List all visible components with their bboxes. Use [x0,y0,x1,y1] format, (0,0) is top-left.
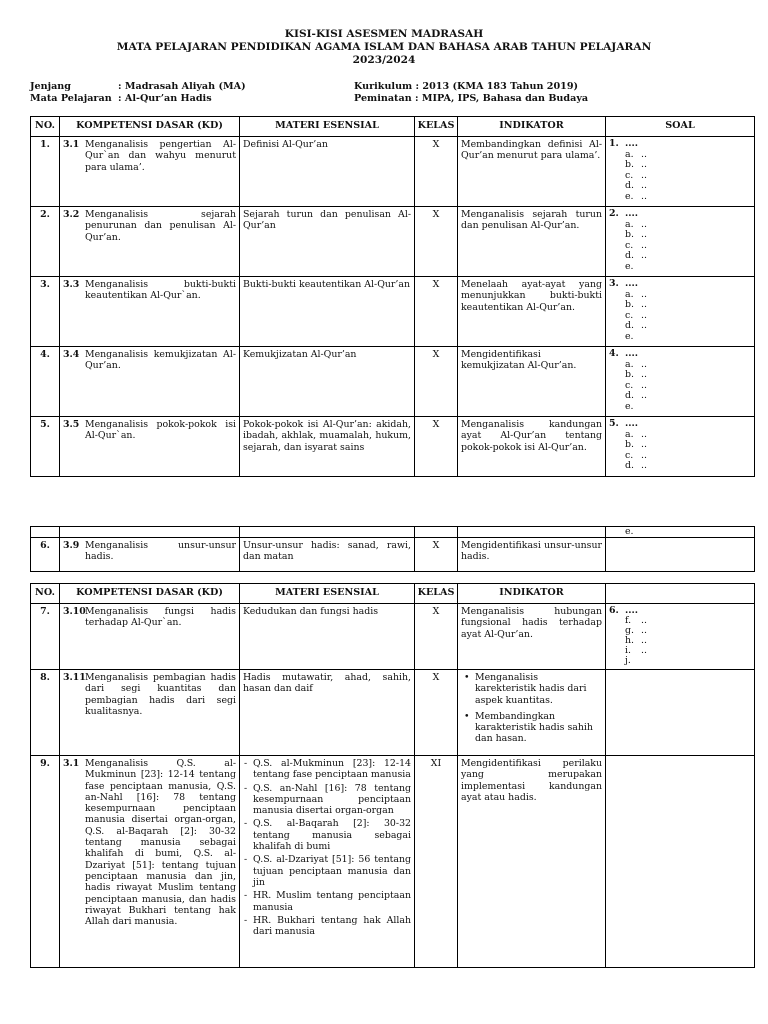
row-number: 6. [31,538,60,572]
kd-number: 3.2 [63,209,80,220]
mapel-label: Mata Pelajaran [30,93,112,104]
kelas-cell: XI [415,756,458,968]
soal-cell [606,756,755,968]
option-text: .. [641,320,647,332]
table-row [31,527,755,538]
table-row [31,137,755,207]
option-letter: a. [625,428,634,440]
option-letter: d. [625,320,634,332]
option-text: .. [641,148,647,160]
soal-cell [606,277,755,347]
col-header-kelas: KELAS [415,584,458,604]
option-text: .. [641,239,647,251]
kd-number: 3.10 [63,606,86,617]
option-letter: e. [625,330,634,342]
document-title: KISI-KISI ASESMEN MADRASAH [284,28,484,40]
option-letter: b. [625,229,634,241]
col-header-kd: KOMPETENSI DASAR (KD) [60,117,240,137]
question-number: 5. [609,418,619,429]
kd-number: 3.1 [63,139,80,150]
col-header-indikator: INDIKATOR [458,117,606,137]
kd-cell [60,670,240,756]
table-row [31,347,755,417]
option-letter: e. [625,526,634,537]
materi-cell: Hadis mutawatir, ahad, sahih, hasan dan daif [240,670,415,756]
question-number: 1. [609,138,619,149]
col-header-kd: KOMPETENSI DASAR (KD) [60,584,240,604]
option-text: .. [641,358,647,370]
row-number: 2. [31,207,60,277]
kisi-table-1 [30,116,755,477]
kd-cell [60,207,240,277]
option-text: .. [641,390,647,402]
option-text: .. [641,449,647,461]
option-text: .. [641,159,647,171]
kd-text: Menganalisis Q.S. al-Mukminun [23]: 12-14 tentang fase penciptaan manusia, Q.S. an-Nahl [16]: 78 tentang kesempurnaan penciptaan manusia disertai organ-organ, Q.S. al-Baqarah [2]: 30-32 tentang manusia sebagai khalifah di bumi, Q.S. al-Dzariyat [51]: tentang tujuan penciptaan manusia dan jin, hadis riwayat Muslim tentang penciptaan manusia, dan hadis riwayat Bukhari tentang hak Allah dari manusia. [85,758,236,928]
kelas-cell: X [415,538,458,572]
table-row [31,670,755,756]
materi-cell: Kedudukan dan fungsi hadis [240,604,415,670]
kisi-table-2 [30,583,755,968]
kd-number: 3.3 [63,279,80,290]
materi-cell: Kemukjizatan Al-Qur’an [240,347,415,417]
option-text: .. [641,190,647,202]
table-header-row [31,117,755,137]
option-text: .. [641,309,647,321]
question-text: .... [625,605,639,616]
option-letter: a. [625,288,634,300]
kd-number: 3.11 [63,672,86,683]
table-row [31,277,755,347]
kelas-cell: X [415,207,458,277]
col-header-no: NO. [31,584,60,604]
document-year: 2023/2024 [352,54,416,66]
row-number: 3. [31,277,60,347]
document-subtitle: MATA PELAJARAN PENDIDIKAN AGAMA ISLAM DAN BAHASA ARAB TAHUN PELAJARAN [116,41,652,53]
kd-text: Menganalisis pengertian Al-Qur`an dan wahyu menurut para ulama’. [85,139,236,173]
option-text: .. [641,229,647,241]
jenjang-label: Jenjang [30,81,71,92]
kd-text: Menganalisis pembagian hadis dari segi kuantitas dan pembagian hadis dari segi kualitasnya. [85,672,236,717]
materi-cell [240,756,415,968]
kd-text: Menganalisis sejarah penurunan dan penulisan Al-Qur’an. [85,209,236,243]
indikator-cell: Mengidentifikasi unsur-unsur hadis. [458,538,606,572]
col-header-soal-empty [606,584,755,604]
option-text: .. [641,288,647,300]
indikator-cell: Menganalisis kandungan ayat Al-Qur’an tentang pokok-pokok isi Al-Qur’an. [458,417,606,477]
soal-cell [606,604,755,670]
materi-item: - Q.S. al-Mukminun [23]: 12-14 tentang fase penciptaan manusia [253,758,411,781]
option-letter: d. [625,250,634,262]
option-letter: e. [625,400,634,412]
kd-cell [60,347,240,417]
soal-cell [606,670,755,756]
table-row [31,756,755,968]
mapel-value: : Al-Qur’an Hadis [118,93,212,104]
option-text: .. [641,439,647,451]
option-text: .. [641,369,647,381]
materi-item: - Q.S. an-Nahl [16]: 78 tentang kesempurnaan penciptaan manusia disertai organ-organ [253,783,411,817]
kelas-cell: X [415,137,458,207]
option-letter: e. [625,260,634,272]
kd-text: Menganalisis unsur-unsur hadis. [85,540,236,563]
soal-cell [606,137,755,207]
col-header-indikator: INDIKATOR [458,584,606,604]
option-letter: d. [625,180,634,192]
kisi-table-continuation [30,526,755,572]
kelas-cell: X [415,670,458,756]
table-header-row [31,584,755,604]
question-number: 2. [609,208,619,219]
option-letter: h. [625,635,635,646]
indikator-item: • Membandingkan karakteristik hadis sahih dan hasan. [475,711,602,745]
option-text: .. [641,250,647,262]
option-letter: a. [625,218,634,230]
option-letter: a. [625,148,634,160]
option-text: .. [641,428,647,440]
col-header-soal: SOAL [606,117,755,137]
option-text: .. [641,625,647,636]
indikator-cell: Menelaah ayat-ayat yang menunjukkan bukti-bukti keautentikan Al-Qur’an. [458,277,606,347]
kd-number: 3.5 [63,419,80,430]
option-letter: d. [625,460,634,472]
row-number: 4. [31,347,60,417]
kd-number: 3.4 [63,349,80,360]
indikator-item: • Menganalisis karekteristik hadis dari aspek kuantitas. [475,672,602,706]
indikator-cell: Mengidentifikasi kemukjizatan Al-Qur’an. [458,347,606,417]
kd-cell [60,417,240,477]
kd-cell [60,277,240,347]
kelas-cell: X [415,417,458,477]
col-header-kelas: KELAS [415,117,458,137]
kd-text: Menganalisis bukti-bukti keautentikan Al-Qur`an. [85,279,236,302]
col-header-no: NO. [31,117,60,137]
question-text: .... [625,278,639,289]
option-letter: b. [625,369,634,381]
kelas-cell: X [415,277,458,347]
option-letter: g. [625,625,634,636]
option-letter: c. [625,169,634,181]
question-text: .... [625,208,639,219]
option-letter: c. [625,239,634,251]
kd-text: Menganalisis fungsi hadis terhadap Al-Qur`an. [85,606,236,629]
option-letter: e. [625,190,634,202]
kd-number: 3.1 [63,758,80,769]
option-text: .. [641,615,647,626]
option-letter: c. [625,449,634,461]
row-number: 7. [31,604,60,670]
question-number: 4. [609,348,619,359]
table-row [31,538,755,572]
row-number: 9. [31,756,60,968]
indikator-cell [458,670,606,756]
indikator-cell: Menganalisis sejarah turun dan penulisan Al-Qur’an. [458,207,606,277]
question-number: 6. [609,605,619,616]
materi-cell: Pokok-pokok isi Al-Qur’an: akidah, ibadah, akhlak, muamalah, hukum, sejarah, dan isyarat sains [240,417,415,477]
option-letter: j. [625,655,631,666]
materi-cell: Unsur-unsur hadis: sanad, rawi, dan matan [240,538,415,572]
table-row [31,417,755,477]
kd-number: 3.9 [63,540,80,551]
row-number: 5. [31,417,60,477]
option-text: .. [641,379,647,391]
materi-cell: Definisi Al-Qur’an [240,137,415,207]
option-text: .. [641,180,647,192]
peminatan-info: Peminatan : MIPA, IPS, Bahasa dan Budaya [354,93,589,104]
kd-cell [60,756,240,968]
materi-item: - Q.S. al-Dzariyat [51]: 56 tentang tujuan penciptaan manusia dan jin [253,854,411,888]
materi-cell: Bukti-bukti keautentikan Al-Qur’an [240,277,415,347]
materi-cell: Sejarah turun dan penulisan Al-Qur’an [240,207,415,277]
kelas-cell: X [415,604,458,670]
kd-cell [60,137,240,207]
question-text: .... [625,418,639,429]
materi-list [243,758,411,937]
indikator-cell: Menganalisis hubungan fungsional hadis terhadap ayat Al-Qur’an. [458,604,606,670]
indikator-list [461,672,602,745]
kd-cell [60,538,240,572]
jenjang-value: : Madrasah Aliyah (MA) [118,81,246,92]
soal-cell [606,527,755,538]
option-letter: b. [625,299,634,311]
option-letter: i. [625,645,631,656]
row-number: 8. [31,670,60,756]
kd-text: Menganalisis pokok-pokok isi Al-Qur`an. [85,419,236,442]
indikator-cell: Mengidentifikasi perilaku yang merupakan implementasi kandungan ayat atau hadis. [458,756,606,968]
col-header-materi: MATERI ESENSIAL [240,584,415,604]
table-row [31,207,755,277]
option-letter: f. [625,615,632,626]
option-text: .. [641,299,647,311]
kd-cell [60,604,240,670]
option-text: .. [641,218,647,230]
option-letter: b. [625,159,634,171]
materi-item: - HR. Bukhari tentang hak Allah dari manusia [253,915,411,938]
soal-cell [606,538,755,572]
kelas-cell: X [415,347,458,417]
option-letter: d. [625,390,634,402]
soal-cell [606,417,755,477]
question-number: 3. [609,278,619,289]
materi-item: - Q.S. al-Baqarah [2]: 30-32 tentang manusia sebagai khalifah di bumi [253,818,411,852]
soal-cell [606,207,755,277]
row-number: 1. [31,137,60,207]
table-row [31,604,755,670]
col-header-materi: MATERI ESENSIAL [240,117,415,137]
option-text: .. [641,169,647,181]
option-text: .. [641,635,647,646]
question-text: .... [625,348,639,359]
option-text: .. [641,460,647,472]
materi-item: - HR. Muslim tentang penciptaan manusia [253,890,411,913]
kurikulum-info: Kurikulum : 2013 (KMA 183 Tahun 2019) [354,81,579,92]
option-text: .. [641,645,647,656]
option-letter: a. [625,358,634,370]
question-text: .... [625,138,639,149]
kd-text: Menganalisis kemukjizatan Al-Qur’an. [85,349,236,372]
indikator-cell: Membandingkan definisi Al-Qur’an menurut para ulama’. [458,137,606,207]
option-letter: c. [625,309,634,321]
option-letter: c. [625,379,634,391]
soal-cell [606,347,755,417]
option-letter: b. [625,439,634,451]
